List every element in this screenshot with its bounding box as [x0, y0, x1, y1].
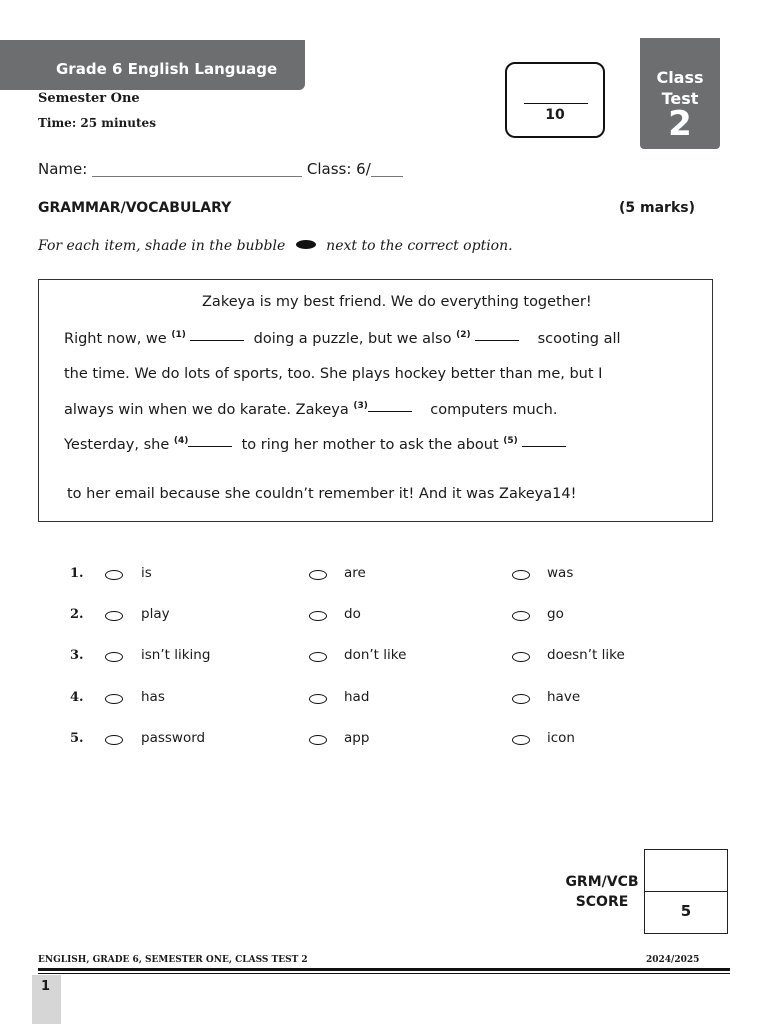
- section-marks: (5 marks): [619, 200, 695, 216]
- answer-bubble[interactable]: [512, 611, 530, 621]
- section-title: GRAMMAR/VOCABULARY: [38, 200, 232, 216]
- passage-text: computers much.: [430, 402, 558, 418]
- answer-option: app: [344, 730, 370, 746]
- answer-option: play: [141, 606, 170, 622]
- answer-option: go: [547, 606, 564, 622]
- answer-bubble[interactable]: [309, 694, 327, 704]
- answer-option: doesn’t like: [547, 647, 625, 663]
- answer-option: had: [344, 689, 370, 705]
- gap-number: (4): [173, 436, 189, 446]
- score-label-line: SCORE: [575, 894, 629, 910]
- gap-number: (1): [171, 330, 186, 340]
- question-number: 4.: [70, 690, 84, 705]
- passage-line: [64, 330, 621, 347]
- answer-option: have: [547, 689, 581, 705]
- total-score-box: [505, 62, 605, 138]
- score-label-line: GRM/VCB: [565, 874, 639, 890]
- name-field[interactable]: [92, 176, 302, 177]
- answer-bubble[interactable]: [309, 611, 327, 621]
- gap-number: (3): [353, 401, 368, 411]
- answer-bubble[interactable]: [105, 735, 123, 745]
- answer-bubble[interactable]: [309, 735, 327, 745]
- answer-option: icon: [547, 730, 575, 746]
- page-title: Grade 6 English Language: [56, 60, 278, 78]
- passage-text: scooting all: [537, 331, 621, 347]
- gap-number: (2): [456, 330, 471, 340]
- section-score-total: 5: [680, 902, 692, 920]
- passage-line: [64, 401, 557, 418]
- question-number: 5.: [70, 731, 84, 746]
- passage-line: Zakeya is my best friend. We do everything together!: [202, 294, 592, 310]
- semester-label: Semester One: [38, 91, 140, 106]
- time-label: Time: 25 minutes: [38, 116, 156, 130]
- question-number: 2.: [70, 607, 84, 622]
- answer-option: isn’t liking: [141, 647, 211, 663]
- passage-line: [64, 436, 566, 453]
- gap-blank: [188, 446, 232, 447]
- answer-bubble[interactable]: [105, 570, 123, 580]
- class-label: Class: 6/: [306, 160, 371, 178]
- tab-test-number: 2: [668, 104, 692, 144]
- answer-option: has: [141, 689, 165, 705]
- passage-text: Yesterday, she: [64, 437, 170, 453]
- instruction-text: For each item, shade in the bubble: [38, 238, 286, 254]
- passage-line: the time. We do lots of sports, too. She plays hockey better than me, but I: [64, 366, 603, 382]
- page-number: 1: [41, 979, 51, 994]
- question-number: 1.: [70, 566, 84, 581]
- footer-year: 2024/2025: [646, 955, 700, 965]
- answer-option: was: [547, 565, 574, 581]
- answer-bubble[interactable]: [105, 652, 123, 662]
- answer-bubble[interactable]: [512, 694, 530, 704]
- answer-option: password: [141, 730, 206, 746]
- gap-blank: [475, 340, 519, 341]
- answer-bubble[interactable]: [512, 570, 530, 580]
- class-field[interactable]: [371, 176, 403, 177]
- name-class-row: [38, 160, 403, 178]
- name-label: Name:: [38, 160, 88, 178]
- answer-bubble[interactable]: [105, 611, 123, 621]
- footer-rule-thin: [38, 973, 730, 974]
- instructions: [38, 238, 513, 254]
- filled-bubble-icon: [296, 240, 316, 249]
- answer-bubble[interactable]: [309, 652, 327, 662]
- passage-line: to her email because she couldn’t remember it! And it was Zakeya14!: [67, 486, 577, 502]
- answer-bubble[interactable]: [512, 652, 530, 662]
- footer-rule: [38, 968, 730, 971]
- passage-text: Right now, we: [64, 331, 167, 347]
- footer-text: ENGLISH, GRADE 6, SEMESTER ONE, CLASS TEST 2: [38, 955, 308, 965]
- tab-label-class: Class: [656, 68, 704, 87]
- gap-blank: [522, 446, 566, 447]
- question-number: 3.: [70, 648, 84, 663]
- total-score-value: 10: [545, 107, 565, 123]
- passage-text: to ring her mother to ask the about: [241, 437, 499, 453]
- answer-option: don’t like: [344, 647, 407, 663]
- answer-option: is: [141, 565, 152, 581]
- gap-blank: [190, 340, 244, 341]
- answer-bubble[interactable]: [309, 570, 327, 580]
- answer-option: are: [344, 565, 366, 581]
- score-line: [524, 103, 588, 104]
- tab-label-test: Test: [661, 89, 699, 108]
- answer-option: do: [344, 606, 361, 622]
- gap-number: (5): [503, 436, 518, 446]
- passage-text: doing a puzzle, but we also: [253, 331, 452, 347]
- score-label: [560, 872, 644, 912]
- gap-blank: [368, 411, 412, 412]
- answer-bubble[interactable]: [512, 735, 530, 745]
- score-divider: [644, 891, 728, 892]
- passage-text: always win when we do karate. Zakeya: [64, 402, 349, 418]
- answer-bubble[interactable]: [105, 694, 123, 704]
- instruction-text-end: next to the correct option.: [326, 238, 513, 254]
